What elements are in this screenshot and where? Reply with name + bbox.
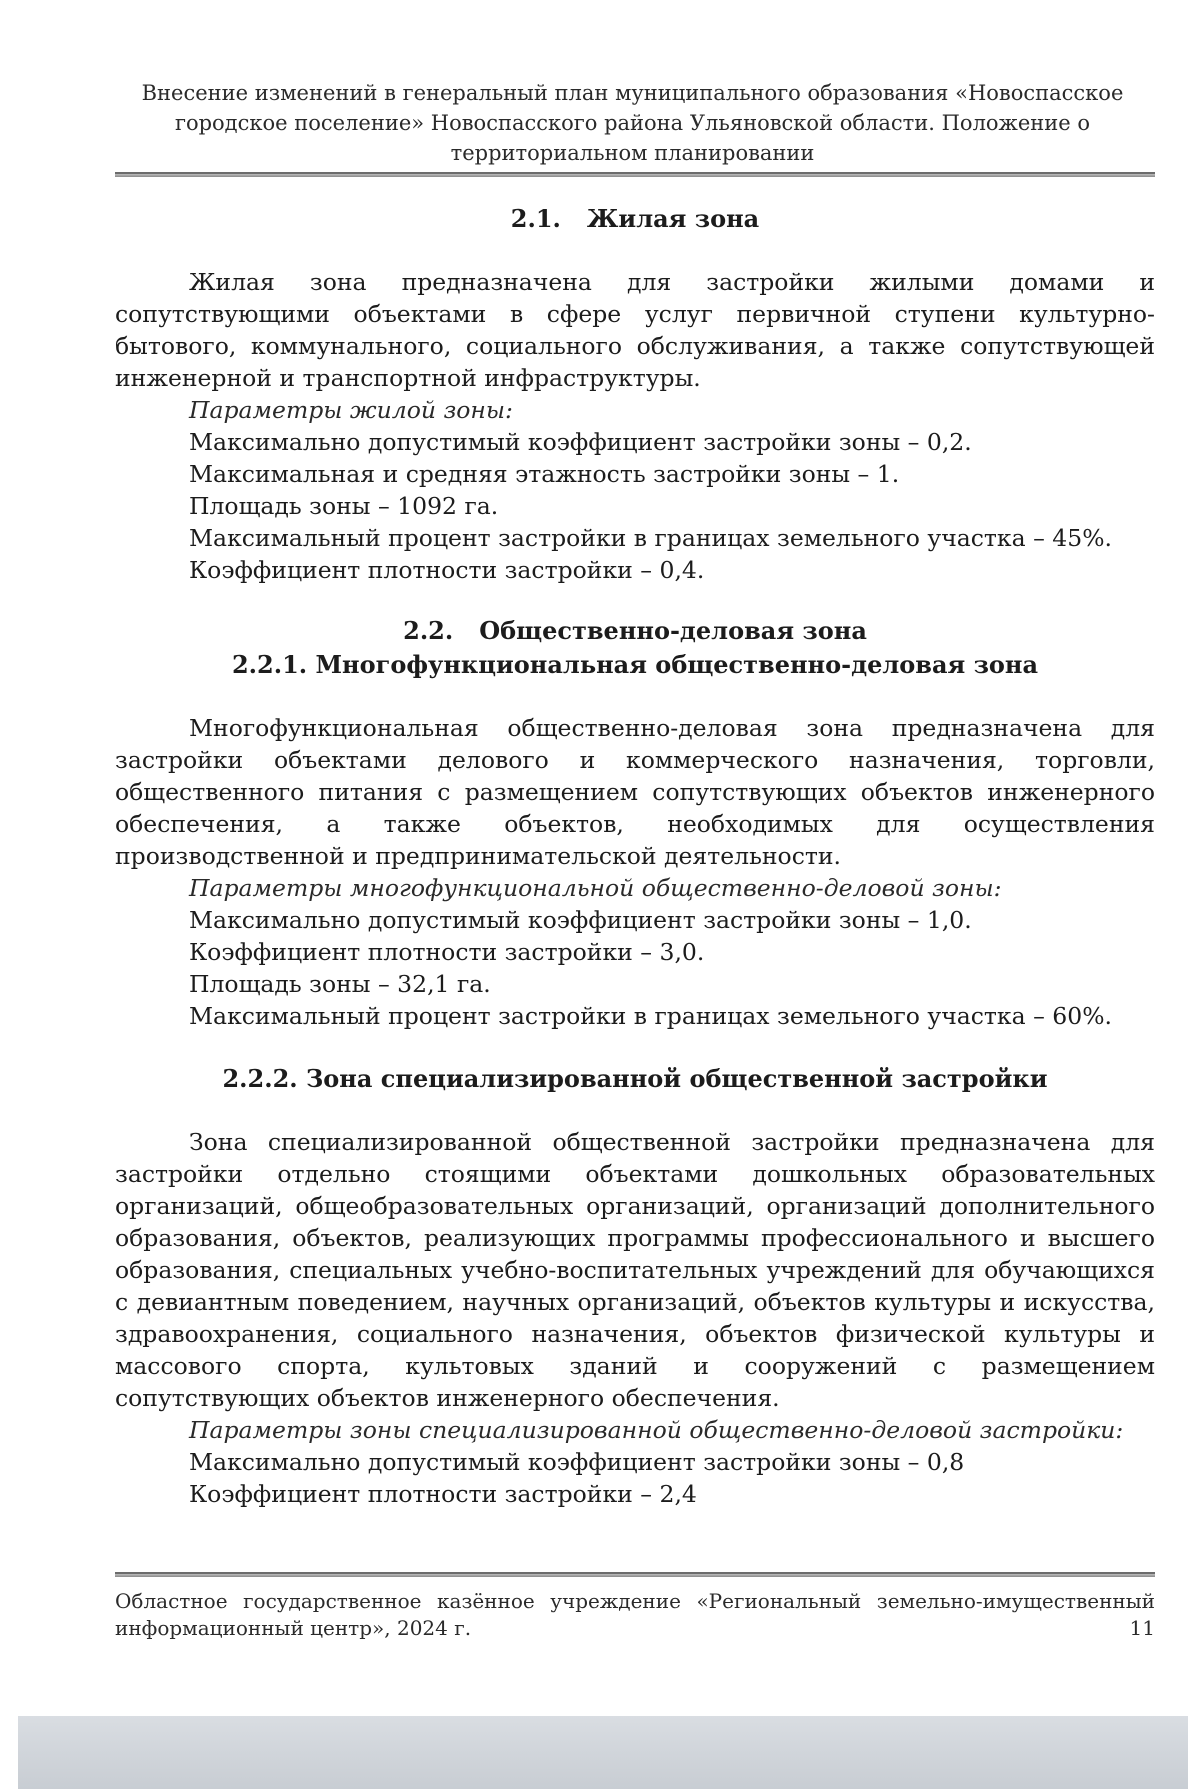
footer-line bbox=[115, 1615, 1155, 1642]
document-body bbox=[115, 202, 1155, 1510]
param-line: Максимально допустимый коэффициент застройки зоны – 0,2. bbox=[189, 428, 972, 456]
section-title: Общественно-деловая зона bbox=[479, 616, 867, 645]
params-title: Параметры зоны специализированной общественно-деловой застройки: bbox=[189, 1416, 1124, 1444]
multifunctional-zone-params bbox=[189, 872, 1155, 1032]
specialized-zone-params bbox=[189, 1414, 1155, 1510]
section-number: 2.1. bbox=[510, 204, 561, 233]
param-line: Максимально допустимый коэффициент застройки зоны – 1,0. bbox=[189, 906, 972, 934]
params-title: Параметры жилой зоны: bbox=[189, 396, 513, 424]
document-header: Внесение изменений в генеральный план муниципального образования «Новоспасское городское поселение» Новоспасского района Ульяновской области. Положение о территориальном планировании bbox=[141, 81, 1124, 165]
param-line: Максимальный процент застройки в границах земельного участка – 60%. bbox=[189, 1002, 1113, 1030]
residential-zone-description: Жилая зона предназначена для застройки жилыми домами и сопутствующими объектами в сфере услуг первичной ступени культурно-бытового, коммунального, социального обслуживания, а также сопутствующей инженерной и транспортной инфраструктуры. bbox=[115, 268, 1155, 392]
param-line: Максимальный процент застройки в границах земельного участка – 45%. bbox=[189, 524, 1113, 552]
section-heading-2-1 bbox=[115, 202, 1155, 236]
document-footer bbox=[115, 1588, 1155, 1642]
scanner-edge bbox=[18, 1716, 1188, 1789]
footer-organization: Областное государственное казённое учреждение «Региональный земельно-имущественный bbox=[115, 1589, 1155, 1613]
param-line: Максимально допустимый коэффициент застройки зоны – 0,8 bbox=[189, 1448, 965, 1476]
page-number: 11 bbox=[1129, 1616, 1155, 1640]
header-divider bbox=[115, 172, 1155, 177]
section-heading-2-2 bbox=[115, 614, 1155, 648]
specialized-zone-description: Зона специализированной общественной застройки предназначена для застройки отдельно стоящими объектами дошкольных образовательных организаций, общеобразовательных организаций, организаций дополнительного образования, объектов, реализующих программы профессионального и высшего образования, специальных учебно-воспитательных учреждений для обучающихся с девиантным поведением, научных организаций, объектов культуры и искусства, здравоохранения, социального назначения, объектов физической культуры и массового спорта, культовых зданий и сооружений с размещением сопутствующих объектов инженерного обеспечения. bbox=[115, 1128, 1155, 1412]
section-heading-2-2-2: 2.2.2. Зона специализированной общественной застройки bbox=[222, 1064, 1048, 1093]
footer-organization-cont: информационный центр», 2024 г. bbox=[115, 1616, 472, 1640]
residential-zone-params bbox=[189, 394, 1155, 586]
param-line: Площадь зоны – 32,1 га. bbox=[189, 970, 491, 998]
param-line: Коэффициент плотности застройки – 2,4 bbox=[189, 1480, 697, 1508]
param-line: Максимальная и средняя этажность застройки зоны – 1. bbox=[189, 460, 900, 488]
param-line: Площадь зоны – 1092 га. bbox=[189, 492, 499, 520]
section-title: Жилая зона bbox=[586, 204, 760, 233]
param-line: Коэффициент плотности застройки – 3,0. bbox=[189, 938, 705, 966]
param-line: Коэффициент плотности застройки – 0,4. bbox=[189, 556, 705, 584]
section-number: 2.2. bbox=[403, 616, 454, 645]
footer-divider bbox=[115, 1572, 1155, 1577]
params-title: Параметры многофункциональной общественно-деловой зоны: bbox=[189, 874, 1002, 902]
section-heading-2-2-1: 2.2.1. Многофункциональная общественно-деловая зона bbox=[231, 650, 1039, 679]
multifunctional-zone-description: Многофункциональная общественно-деловая зона предназначена для застройки объектами делового и коммерческого назначения, торговли, общественного питания с размещением сопутствующих объектов инженерного обеспечения, а также объектов, необходимых для осуществления производственной и предпринимательской деятельности. bbox=[115, 714, 1155, 870]
